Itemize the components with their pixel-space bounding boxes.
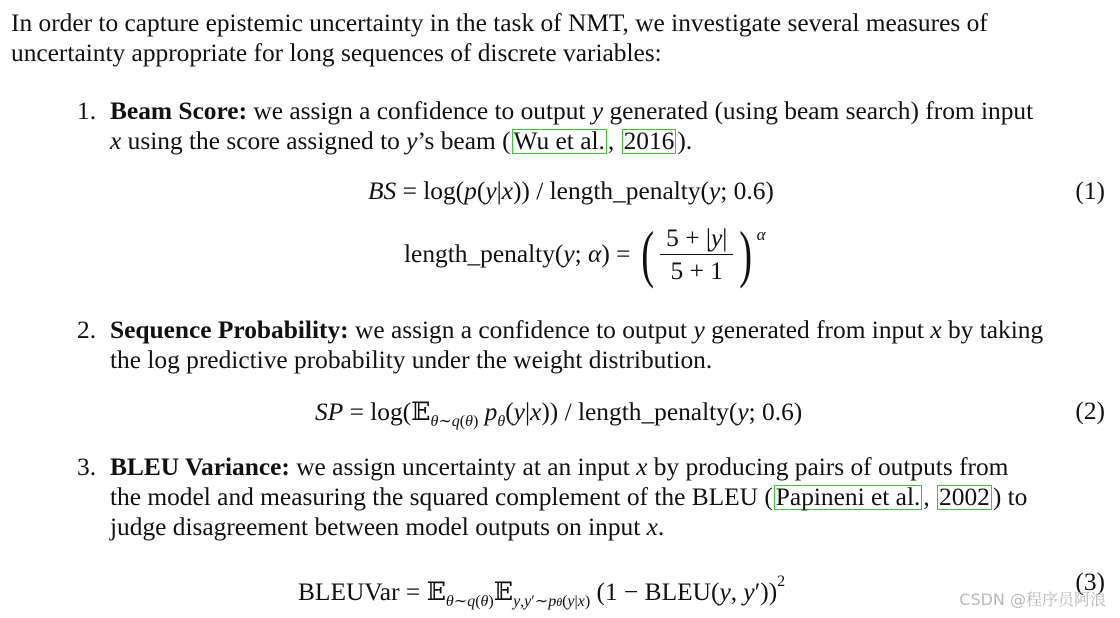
item-2-var-y: y — [693, 316, 705, 344]
item-2-text-b: generated from input — [704, 316, 931, 344]
csdn-watermark: CSDN @程序员阿浪 — [959, 590, 1106, 609]
item-2-line-2: the log predictive probability under the weight distribution. — [110, 346, 713, 374]
item-1-var-x: x — [110, 127, 122, 155]
equation-3-label: (3) — [1075, 568, 1105, 596]
item-3-line-1 — [110, 452, 1008, 482]
item-1-text-d: ’s beam ( — [417, 127, 511, 155]
item-3-text-d: ) to — [992, 483, 1028, 511]
citation-wu-author-link[interactable]: Wu et al. — [513, 127, 605, 155]
item-1-line-2 — [110, 126, 692, 156]
intro-line-2: uncertainty appropriate for long sequences of discrete variables: — [11, 39, 662, 67]
item-2-var-x: x — [930, 316, 942, 344]
item-1-var-y: y — [591, 97, 604, 125]
item-3-text-a: we assign uncertainty at an input — [289, 453, 637, 481]
citation-wu-year-link[interactable]: 2016 — [623, 127, 675, 155]
item-1-text-b: generated (using beam search) from input — [603, 97, 1034, 125]
item-3-line-2 — [110, 482, 1027, 512]
item-3-var-x2: x — [646, 513, 658, 541]
item-1-text-c: using the score assigned to — [121, 127, 407, 155]
item-1-cite-sep: , — [607, 127, 621, 155]
item-3-heading: BLEU Variance: — [110, 453, 290, 481]
item-2-text-a: we assign a confidence to output — [348, 316, 694, 344]
item-1-text-end: ). — [677, 127, 693, 155]
item-3-line-3 — [110, 512, 664, 542]
item-3-text-c: the model and measuring the squared complement of the BLEU ( — [110, 483, 773, 511]
item-number-2: 2. — [77, 316, 97, 344]
citation-papineni-year-link[interactable]: 2002 — [939, 483, 990, 511]
equation-3: BLEUVar = 𝔼$_{\theta\sim q(\theta)}$𝔼$_{y,y'\sim p\theta(y|x)}$ (1 − BLEU(y, y′))$^2$ — [298, 573, 786, 610]
equation-1: BS = log(p(y|x)) / length_penalty(y; 0.6) — [368, 177, 774, 205]
citation-papineni-author-link[interactable]: Papineni et al. — [775, 483, 921, 511]
item-3-text-e: judge disagreement between model outputs on input — [110, 513, 647, 541]
item-3-text-end: . — [657, 513, 665, 541]
equation-1-label: (1) — [1075, 177, 1105, 205]
intro-line-1: In order to capture epistemic uncertainty in the task of NMT, we investigate several measures of — [11, 9, 988, 37]
item-3-cite-sep: , — [923, 483, 937, 511]
item-2-heading: Sequence Probability: — [110, 316, 349, 344]
equation-2-label: (2) — [1075, 397, 1105, 425]
item-1-heading: Beam Score: — [110, 97, 248, 125]
item-number-1: 1. — [77, 97, 97, 125]
equation-length-penalty: length_penalty(y; α) = ( $\frac{5 + |y|}{5 + 1}$ ) α — [404, 218, 766, 289]
item-1-line-1 — [110, 96, 1033, 126]
item-2-text-c: by taking — [941, 316, 1044, 344]
item-2-line-1 — [110, 315, 1043, 345]
item-3-text-b: by producing pairs of outputs from — [647, 453, 1009, 481]
item-1-text-a: we assign a confidence to output — [247, 97, 592, 125]
item-1-var-y2: y — [406, 127, 418, 155]
equation-2: SP = log(𝔼$_{\theta\sim q(\theta)}$ $p_\theta(y|x)$) / length_penalty(y; 0.6) — [315, 396, 803, 430]
item-3-var-x: x — [636, 453, 648, 481]
item-number-3: 3. — [77, 453, 97, 481]
